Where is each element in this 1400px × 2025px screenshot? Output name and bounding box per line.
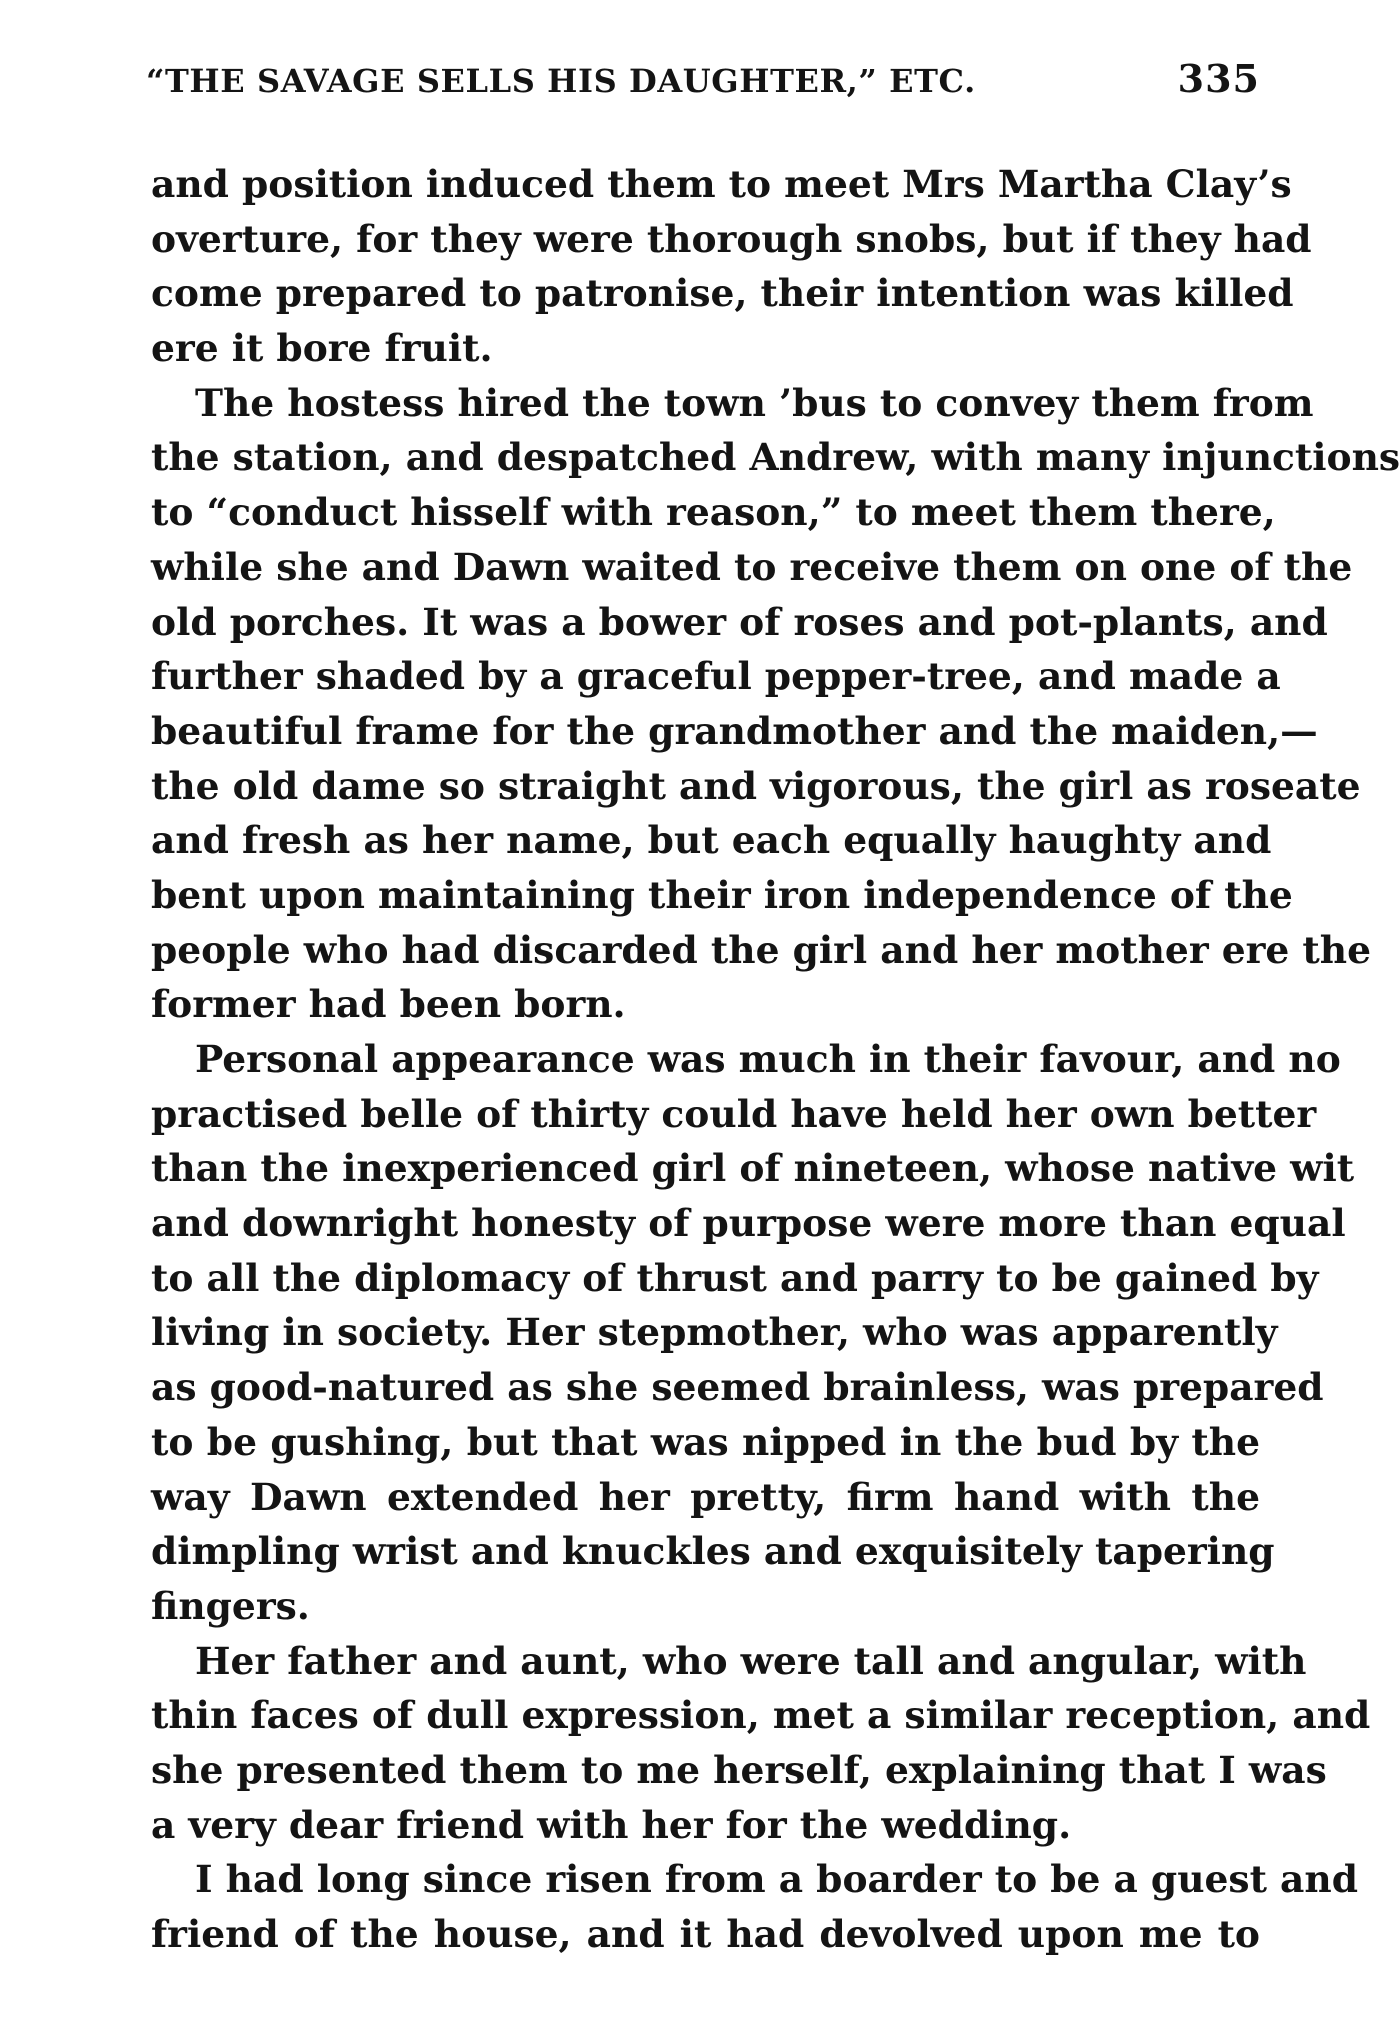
- text-line: and fresh as her name, but each equally haughty and: [151, 818, 1272, 863]
- text-line: friend of the house, and it had devolved upon me to: [151, 1912, 1260, 1956]
- text-line: and position induced them to meet Mrs Martha Clay’s: [151, 162, 1292, 206]
- text-line: and downright honesty of purpose were more than equal: [151, 1201, 1346, 1246]
- text-line: beautiful frame for the grandmother and the maiden,—: [151, 708, 1318, 753]
- text-line: further shaded by a graceful pepper-tree, and made a: [151, 654, 1281, 699]
- text-line: while she and Dawn waited to receive them on one of the: [151, 544, 1353, 589]
- text-line: overture, for they were thorough snobs, but if they had: [151, 216, 1312, 261]
- text-line: she presented them to me herself, explaining that I was: [151, 1747, 1327, 1792]
- running-head: [146, 56, 1260, 116]
- text-line: thin faces of dull expression, met a similar reception, and: [151, 1693, 1371, 1738]
- paragraph: [151, 1852, 1358, 1961]
- text-line: as good-natured as she seemed brainless, was prepared: [151, 1365, 1324, 1410]
- body-text: [151, 157, 1400, 1962]
- text-line: come prepared to patronise, their intention was killed: [151, 271, 1294, 316]
- text-line: to all the diplomacy of thrust and parry to be gained by: [151, 1255, 1319, 1300]
- text-line: a very dear friend with her for the wedding.: [151, 1802, 1072, 1847]
- text-line: ere it bore fruit.: [151, 326, 493, 371]
- text-line: old porches. It was a bower of roses and pot-plants, and: [151, 599, 1328, 644]
- text-line: I had long since risen from a boarder to be a guest and: [195, 1857, 1358, 1902]
- text-line: than the inexperienced girl of nineteen, whose native wit: [151, 1146, 1355, 1191]
- paragraph: [151, 157, 1312, 376]
- paragraph: [151, 1634, 1371, 1853]
- text-line: to “conduct hisself with reason,” to meet them there,: [151, 490, 1276, 535]
- text-line: Personal appearance was much in their favour, and no: [195, 1037, 1341, 1081]
- paragraph: [151, 376, 1400, 1032]
- text-line: way Dawn extended her pretty, firm hand with the: [151, 1474, 1260, 1519]
- text-line: the old dame so straight and vigorous, the girl as roseate: [151, 763, 1361, 808]
- text-line: living in society. Her stepmother, who was apparently: [151, 1310, 1278, 1355]
- text-line: bent upon maintaining their iron independence of the: [151, 872, 1293, 917]
- text-line: fingers.: [151, 1583, 310, 1628]
- text-line: people who had discarded the girl and her mother ere the: [151, 927, 1372, 972]
- text-line: dimpling wrist and knuckles and exquisitely tapering: [151, 1529, 1275, 1574]
- page-number: 335: [1177, 56, 1260, 101]
- text-line: former had been born.: [151, 982, 626, 1027]
- paragraph: [151, 1032, 1355, 1634]
- running-title: “THE SAVAGE SELLS HIS DAUGHTER,” ETC.: [146, 62, 976, 100]
- text-line: the station, and despatched Andrew, with many injunctions: [151, 435, 1400, 480]
- text-line: to be gushing, but that was nipped in the bud by the: [151, 1419, 1260, 1464]
- text-line: practised belle of thirty could have held her own better: [151, 1091, 1317, 1136]
- text-line: The hostess hired the town ’bus to convey them from: [195, 380, 1314, 425]
- text-line: Her father and aunt, who were tall and angular, with: [195, 1638, 1307, 1683]
